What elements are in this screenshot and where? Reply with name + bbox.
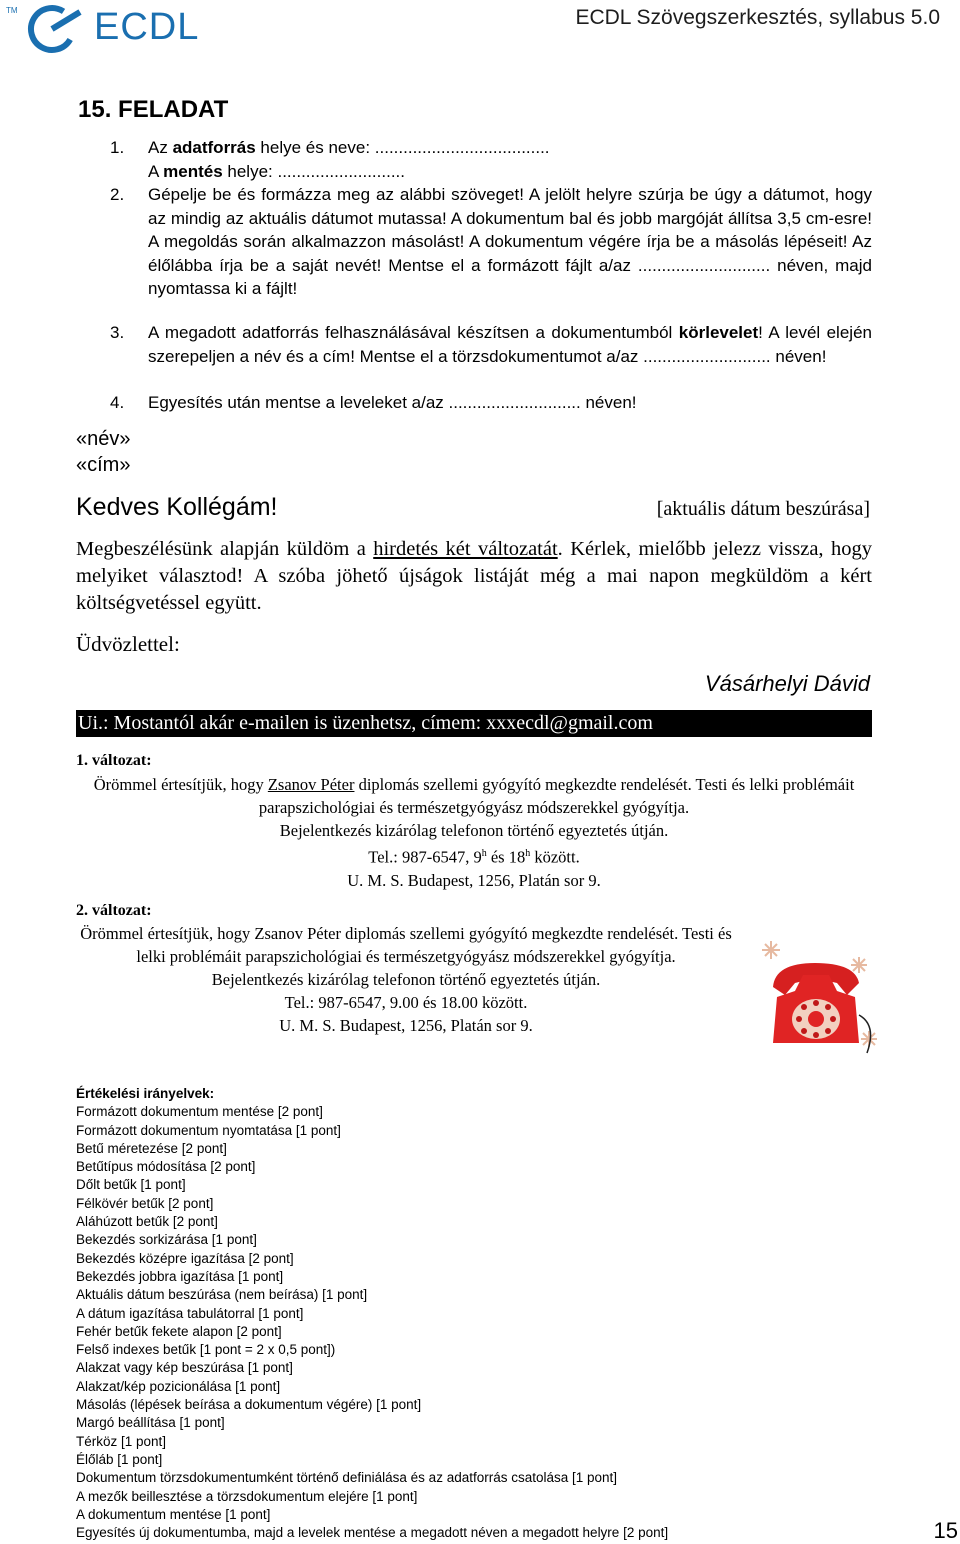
- save-location-line: A mentés helye: ...........................: [148, 161, 405, 181]
- task-text: A megadott adatforrás felhasználásával készítsen a dokumentumból körlevelet! A levél elején szerepeljen a név és a cím! Mentse el a törzsdokumentumot a/az ........................... néven!: [148, 323, 872, 366]
- variant-1-text: Örömmel értesítjük, hogy Zsanov Péter diplomás szellemi gyógyító megkezdte rendelését. Testi és lelki problémáit parapszichológiai és természetgyógyász módszerekkel gyógyítja.: [93, 775, 855, 817]
- date-placeholder: [aktuális dátum beszúrása]: [656, 498, 870, 520]
- variant-1-address: U. M. S. Budapest, 1256, Platán sor 9.: [347, 870, 601, 890]
- criteria-item: Felső indexes betűk [1 pont = 2 x 0,5 pont]): [76, 1342, 336, 1358]
- criteria-item: Bekezdés sorkizárása [1 pont]: [76, 1232, 257, 1248]
- variant-1-booking: Bejelentkezés kizárólag telefonon történő egyeztetés útján.: [279, 821, 669, 840]
- criteria-item: Dokumentum törzsdokumentumként történő definiálása és az adatforrás csatolása [1 pont]: [76, 1470, 618, 1486]
- page-header: [0, 0, 960, 60]
- criteria-item: Félkövér betűk [2 pont]: [76, 1195, 214, 1211]
- task-text: Egyesítés után mentse a leveleket a/az ............................ néven!: [148, 393, 637, 412]
- criteria-item: Térköz [1 pont]: [76, 1433, 167, 1449]
- criteria-item: Fehér betűk fekete alapon [2 pont]: [76, 1323, 282, 1339]
- letter-closing: Üdvözlettel:: [76, 632, 180, 656]
- ecdl-logo-icon: [22, 4, 86, 54]
- variant-1-phone: Tel.: 987-6547, 9$^h$ és 18$^h$ között.: [368, 847, 580, 867]
- task-number: 2.: [110, 185, 125, 204]
- criteria-item: Formázott dokumentum nyomtatása [1 pont]: [76, 1122, 341, 1138]
- variant-2-text: Örömmel értesítjük, hogy Zsanov Péter diplomás szellemi gyógyító megkezdte rendelését. Testi és lelki problémáit parapszichológiai és természetgyógyász módszerekkel gyógyítja.: [80, 924, 732, 966]
- letter-body: Megbeszélésünk alapján küldöm a hirdetés két változatát. Kérlek, mielőbb jelezz vissza, hogy melyiket választod! A szóba jöhető újságok listáját még a mai napon megküldöm a kért költségvetéssel együtt.: [76, 538, 872, 614]
- criteria-item: Margó beállítása [1 pont]: [76, 1415, 225, 1431]
- letter-greeting: Kedves Kollégám!: [76, 493, 278, 521]
- variant-2-booking: Bejelentkezés kizárólag telefonon történő egyeztetés útján.: [211, 970, 601, 989]
- task-item-1: [110, 136, 872, 183]
- postscript-bar: Ui.: Mostantól akár e-mailen is üzenhetsz, címem: xxxecdl@gmail.com: [76, 710, 872, 737]
- variant-2-heading: 2. változat:: [76, 902, 152, 919]
- criteria-item: Másolás (lépések beírása a dokumentum végére) [1 pont]: [76, 1397, 422, 1413]
- criteria-item: Bekezdés jobbra igazítása [1 pont]: [76, 1268, 284, 1284]
- task-item-2: [110, 183, 872, 301]
- criteria-item: Aláhúzott betűk [2 pont]: [76, 1214, 218, 1230]
- variant-1-body: [76, 773, 872, 892]
- merge-field-address: «cím»: [76, 454, 131, 476]
- criteria-item: Aktuális dátum beszúrása (nem beírása) [1 pont]: [76, 1287, 368, 1303]
- task-title: 15. FELADAT: [78, 96, 229, 123]
- task-number: 1.: [110, 138, 125, 157]
- variant-2-phone: Tel.: 987-6547, 9.00 és 18.00 között.: [284, 993, 528, 1012]
- criteria-item: Betűtípus módosítása [2 pont]: [76, 1159, 256, 1175]
- task-item-4: [110, 391, 872, 415]
- criteria-item: Betű méretezése [2 pont]: [76, 1140, 227, 1156]
- underlined-text: hirdetés két változatát: [373, 538, 558, 560]
- task-text: Gépelje be és formázza meg az alábbi szöveget! A jelölt helyre szúrja be úgy a dátumot, hogy az mindig az aktuális dátumot mutassa! A dokumentum bal és jobb margóját állítsa 3,5 cm-esre! A megoldás során alkalmazzon másolást! A dokumentum végére írja be a másolás lépéseit! Az élőlábba írja be a saját nevét! Mentse el a formázott fájlt a/az ............................ néven, majd nyomtassa ki a fájlt!: [148, 185, 872, 298]
- criteria-item: Alakzat vagy kép beszúrása [1 pont]: [76, 1360, 293, 1376]
- variant-2-address: U. M. S. Budapest, 1256, Platán sor 9.: [279, 1016, 533, 1035]
- criteria-item: A mezők beillesztése a törzsdokumentum elejére [1 pont]: [76, 1488, 418, 1504]
- underlined-name: Zsanov Péter: [267, 775, 355, 794]
- criteria-item: Bekezdés középre igazítása [2 pont]: [76, 1250, 294, 1266]
- letter-signature: Vásárhelyi Dávid: [704, 671, 870, 696]
- evaluation-criteria: [76, 1085, 668, 1542]
- criteria-item: A dátum igazítása tabulátorral [1 pont]: [76, 1305, 304, 1321]
- criteria-item: Élőláb [1 pont]: [76, 1451, 163, 1467]
- trademark-symbol: TM: [6, 6, 18, 15]
- criteria-item: Formázott dokumentum mentése [2 pont]: [76, 1104, 323, 1120]
- criteria-item: Dőlt betűk [1 pont]: [76, 1177, 186, 1193]
- variant-1-heading: 1. változat:: [76, 752, 152, 769]
- datasource-line: Az adatforrás helye és neve: .....................................: [148, 138, 550, 157]
- ecdl-logo-text: ECDL: [94, 6, 200, 48]
- task-number: 3.: [110, 323, 125, 342]
- criteria-item: Alakzat/kép pozicionálása [1 pont]: [76, 1378, 281, 1394]
- variant-2-body: [76, 922, 736, 1037]
- task-number: 4.: [110, 393, 125, 412]
- criteria-heading: Értékelési irányelvek:: [76, 1086, 215, 1101]
- task-item-3: [110, 321, 872, 368]
- red-telephone-icon: [755, 935, 880, 1060]
- criteria-item: A dokumentum mentése [1 pont]: [76, 1506, 271, 1522]
- criteria-item: Egyesítés új dokumentumba, majd a levelek mentése a megadott néven a megadott helyre [2 pont]: [76, 1525, 669, 1541]
- document-header-title: ECDL Szövegszerkesztés, syllabus 5.0: [575, 6, 940, 29]
- page-number: 15: [933, 1518, 958, 1543]
- merge-field-name: «név»: [76, 428, 131, 450]
